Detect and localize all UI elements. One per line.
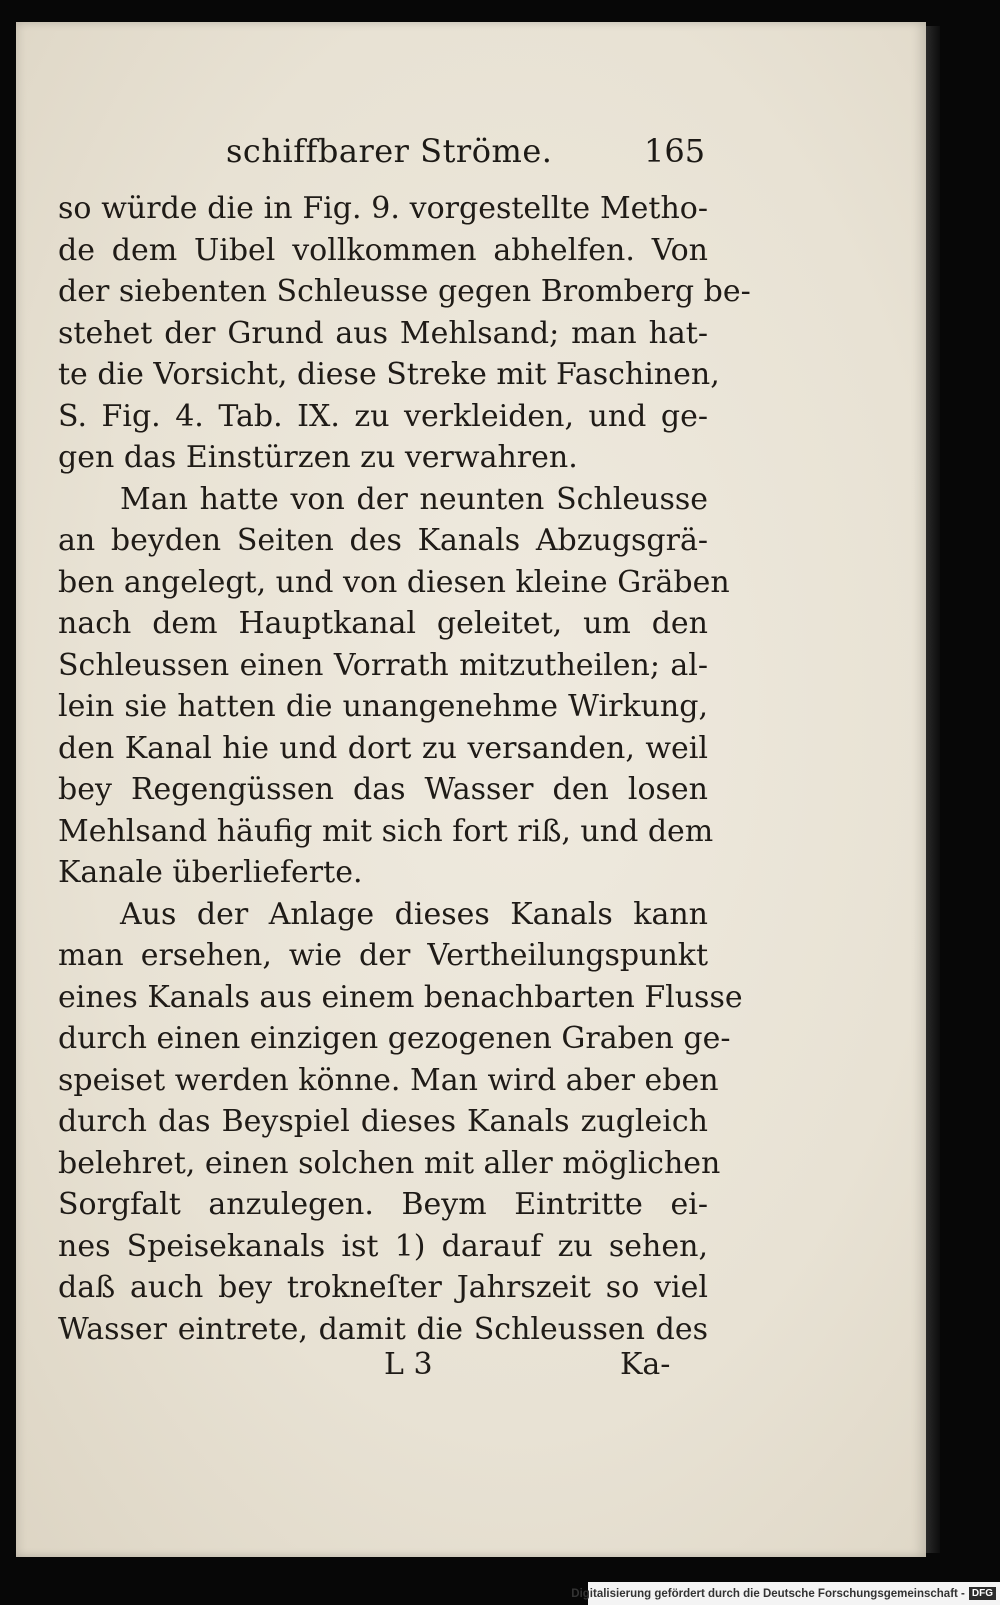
text-line: durch das Beyspiel dieses Kanals zugleich <box>58 1104 708 1139</box>
text-line: der siebenten Schleusse gegen Bromberg be- <box>58 274 751 309</box>
page-edge-shadow <box>926 26 940 1553</box>
text-line: te die Vorsicht, diese Streke mit Faschinen, <box>58 357 720 392</box>
text-line: nach dem Hauptkanal geleitet, um den <box>58 606 708 641</box>
text-line: so würde die in Fig. 9. vorgestellte Metho- <box>58 191 708 226</box>
text-line: ben angelegt, und von diesen kleine Gräben <box>58 564 730 600</box>
text-line: S. Fig. 4. Tab. IX. zu verkleiden, und ge- <box>58 398 708 434</box>
book-page <box>16 22 926 1557</box>
body-text <box>58 188 751 1350</box>
text-line: stehet der Grund aus Mehlsand; man hat- <box>58 315 708 351</box>
text-line: Wasser eintrete, damit die Schleussen des <box>58 1311 708 1347</box>
text-line: nes Speisekanals ist 1) darauf zu sehen, <box>58 1228 708 1264</box>
page-foot <box>16 1347 926 1387</box>
footer-credit: Digitalisierung gefördert durch die Deutsche Forschungsgemeinschaft - <box>571 1587 965 1600</box>
text-line: belehret, einen solchen mit aller möglichen <box>58 1145 721 1181</box>
text-line: durch einen einzigen gezogenen Graben ge- <box>58 1021 731 1056</box>
page-header <box>16 132 926 182</box>
text-line: Schleussen einen Vorrath mitzutheilen; al- <box>58 647 708 683</box>
text-line: Mehlsand häufig mit sich fort riß, und dem <box>58 813 714 849</box>
signature-mark: L 3 <box>384 1347 433 1382</box>
running-head: schiffbarer Ströme. <box>226 132 553 170</box>
text-line: Man hatte von der neunten Schleusse <box>120 481 708 517</box>
catchword: Ka- <box>620 1347 671 1382</box>
text-line: Aus der Anlage dieses Kanals kann <box>120 896 708 932</box>
text-line: bey Regengüssen das Wasser den losen <box>58 772 708 807</box>
text-line: de dem Uibel vollkommen abhelfen. Von <box>58 232 708 268</box>
text-line: lein sie hatten die unangenehme Wirkung, <box>58 689 708 724</box>
text-line: den Kanal hie und dort zu versanden, weil <box>58 730 708 766</box>
text-line: eines Kanals aus einem benachbarten Flusse <box>58 979 743 1015</box>
digitization-footer <box>571 1582 1000 1605</box>
text-line: Sorgfalt anzulegen. Beym Eintritte ei- <box>58 1187 708 1222</box>
page-number: 165 <box>644 132 706 170</box>
text-line: speiset werden könne. Man wird aber eben <box>58 1062 719 1098</box>
text-line: man ersehen, wie der Vertheilungspunkt <box>58 938 708 973</box>
text-line: Kanale überlieferte. <box>58 855 363 890</box>
text-line: an beyden Seiten des Kanals Abzugsgrä- <box>58 523 708 558</box>
text-line: gen das Einstürzen zu verwahren. <box>58 440 578 475</box>
text-line: daß auch bey trokneſter Jahrszeit so viel <box>58 1270 708 1305</box>
dfg-logo: DFG <box>969 1587 996 1600</box>
